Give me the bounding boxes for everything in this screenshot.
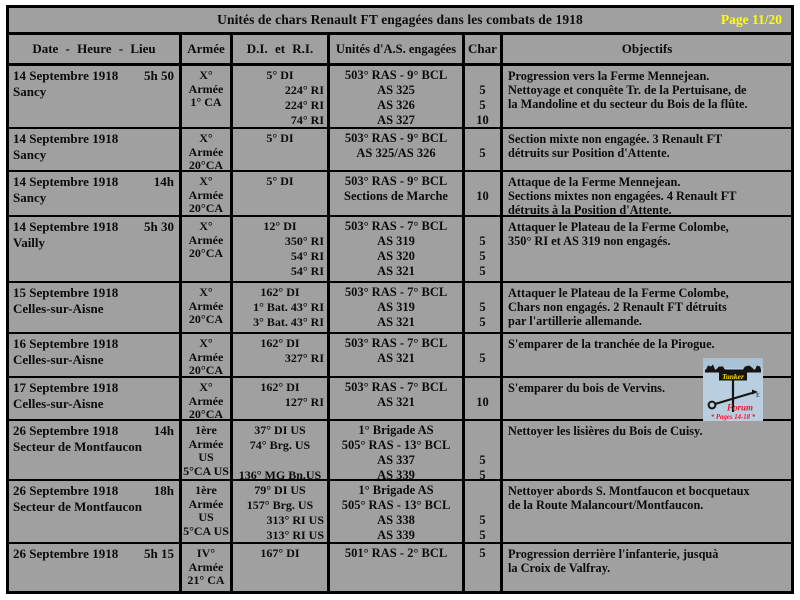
cell-objectifs-line: de la Route Malancourt/Montfaucon. (508, 498, 704, 512)
table-body (9, 66, 791, 591)
cell-di-ri (233, 421, 330, 479)
cell-unites-as-line: 503° RAS - 7° BCL (344, 380, 448, 394)
cell-armee-line: Armée (188, 496, 224, 511)
cell-di-ri-line: 5° DI (266, 174, 294, 188)
date: 15 Septembre 1918 (13, 285, 119, 300)
cell-char-line: 5 (479, 315, 486, 329)
time: 18h (153, 483, 174, 498)
cell-date-heure-lieu (9, 421, 182, 479)
cell-unites-as-line: AS 319 (377, 300, 415, 314)
cell-armee-line: X° (199, 380, 213, 394)
cell-unites-as-line: AS 321 (377, 264, 415, 278)
cell-date-heure-lieu (9, 544, 182, 591)
cell-objectifs-line: Section mixte non engagée. 3 Renault FT (508, 132, 723, 146)
cell-unites-as-line: AS 338 (377, 513, 415, 527)
cell-unites-as-line: AS 325/AS 326 (356, 146, 436, 160)
cell-unites-as-line: AS 320 (377, 249, 415, 263)
cell-unites-as-line: AS 319 (377, 234, 415, 248)
cell-di-ri-line: 313° RI US (266, 513, 324, 527)
cell-char-line (465, 68, 500, 83)
cell-armee-line: 1° CA (190, 95, 222, 109)
cell-char-line: 10 (476, 189, 489, 203)
cell-di-ri-line: 12° DI (263, 219, 297, 233)
cell-armee-line: Armée (188, 298, 224, 313)
cell-unites-as-line: 1° Brigade AS (358, 423, 434, 437)
cell-date-heure-lieu (9, 481, 182, 542)
cell-armee-line: Armée (188, 144, 224, 159)
cell-armee-line: 21° CA (187, 573, 225, 587)
cell-armee-line: X° (199, 131, 213, 145)
cell-objectifs-line: détruits à la Position d'Attente. (508, 203, 672, 215)
cell-armee (182, 129, 233, 170)
table-row (9, 378, 791, 421)
cell-armee (182, 481, 233, 542)
cell-char-line: 5 (479, 528, 486, 542)
cell-di-ri-line: 224° RI (284, 98, 324, 112)
cell-date-heure-lieu (9, 378, 182, 419)
cell-di-ri-line: 350° RI (284, 234, 324, 248)
cell-unites-as (330, 481, 465, 542)
cell-di-ri-line: 127° RI (284, 395, 324, 409)
cell-date-heure-lieu (9, 334, 182, 376)
cell-char-line: 5 (479, 468, 486, 479)
place: Sancy (13, 190, 47, 205)
cell-di-ri-line: 136° MG Bn.US (238, 468, 322, 479)
cell-armee (182, 421, 233, 479)
cell-armee-line: IV° (196, 546, 216, 560)
page-number: Page 11/20 (720, 12, 782, 27)
cell-di-ri (233, 217, 330, 281)
date: 26 Septembre 1918 (13, 483, 119, 498)
svg-text:E: E (756, 393, 761, 399)
cell-char-line (465, 380, 500, 395)
cell-char (465, 217, 503, 281)
cell-unites-as-line: 503° RAS - 7° BCL (344, 336, 448, 350)
cell-armee-line: Armée (188, 232, 224, 247)
cell-armee-line: X° (199, 219, 213, 233)
cell-objectifs-line: S'emparer de la tranchée de la Pirogue. (508, 337, 715, 351)
cell-objectifs-line: Attaque de la Ferme Mennejean. (508, 175, 681, 189)
cell-unites-as-line: 503° RAS - 9° BCL (344, 174, 448, 188)
column-header-3: Unités d'A.S. engagées (330, 35, 465, 63)
cell-armee-line: Armée (188, 81, 224, 96)
cell-armee-line: 1ère (195, 483, 217, 497)
date: 17 Septembre 1918 (13, 380, 119, 395)
cell-armee-line: X° (199, 336, 213, 350)
cell-di-ri-line: 162° DI (260, 285, 300, 299)
cell-char-line (465, 285, 500, 300)
cell-char (465, 334, 503, 376)
cell-armee-line: Armée (188, 559, 224, 574)
cell-char-line: 5 (479, 83, 486, 97)
cell-di-ri-line: 54° RI (290, 264, 324, 278)
cell-armee-line: Armée (188, 436, 224, 451)
cell-unites-as-line: AS 321 (377, 395, 415, 409)
cell-unites-as-line: AS 339 (377, 528, 415, 542)
cell-char-line: 5 (479, 98, 486, 112)
cell-armee (182, 334, 233, 376)
cell-objectifs-line: Attaquer le Plateau de la Ferme Colombe, (508, 286, 729, 300)
time: 5h 30 (144, 219, 174, 234)
cell-unites-as (330, 421, 465, 479)
cell-char-line: 5 (479, 264, 486, 278)
cell-date-heure-lieu (9, 283, 182, 332)
cell-unites-as-line: AS 337 (377, 453, 415, 467)
cell-armee-line: 20°CA (188, 158, 224, 170)
cell-di-ri-line: 162° DI (260, 336, 300, 350)
svg-text:Tanker: Tanker (722, 371, 744, 381)
cell-unites-as (330, 283, 465, 332)
column-header-4: Char (465, 35, 503, 63)
cell-di-ri-line: 224° RI (284, 83, 324, 97)
table-row (9, 481, 791, 544)
table-row (9, 283, 791, 334)
cell-di-ri-line: 3° Bat. 43° RI (253, 315, 324, 329)
cell-di-ri-line: 74° RI (290, 113, 324, 127)
page-title: Unités de chars Renault FT engagées dans les combats de 1918 (217, 12, 583, 27)
cell-armee-line: Armée (188, 393, 224, 408)
cell-char-line: 5 (479, 351, 486, 365)
column-header-5: Objectifs (621, 41, 673, 56)
cell-objectifs (503, 283, 791, 332)
cell-di-ri-line: 313° RI US (266, 528, 324, 542)
cell-objectifs (503, 217, 791, 281)
column-header-2: D.I. et R.I. (233, 35, 330, 63)
cell-di-ri (233, 481, 330, 542)
place: Sancy (13, 147, 47, 162)
cell-objectifs (503, 172, 791, 215)
cell-char-line (465, 219, 500, 234)
cell-char (465, 129, 503, 170)
cell-armee-line: X° (199, 285, 213, 299)
cell-char-line (465, 131, 500, 146)
cell-objectifs-line: Progression derrière l'infanterie, jusquà (508, 547, 719, 561)
cell-char (465, 544, 503, 591)
date: 14 Septembre 1918 (13, 131, 119, 146)
cell-di-ri (233, 172, 330, 215)
cell-unites-as (330, 66, 465, 127)
date: 14 Septembre 1918 (13, 174, 119, 189)
cell-objectifs-line: la Croix de Valfray. (508, 561, 611, 575)
cell-unites-as-line: 505° RAS - 13° BCL (341, 438, 451, 452)
cell-armee-line: Armée (188, 187, 224, 202)
cell-char-line: 5 (479, 146, 486, 160)
cell-char-line: 5 (479, 513, 486, 527)
cell-objectifs-line: Nettoyer les lisières du Bois de Cuisy. (508, 424, 703, 438)
time: 14h (153, 174, 174, 189)
cell-unites-as (330, 378, 465, 419)
cell-unites-as (330, 129, 465, 170)
column-header-1: Armée (182, 35, 233, 63)
cell-unites-as-line: AS 321 (377, 315, 415, 329)
cell-armee-line: US (198, 510, 214, 524)
cell-di-ri-line: 54° RI (290, 249, 324, 263)
cell-di-ri (233, 544, 330, 591)
cell-objectifs (503, 129, 791, 170)
cell-armee-line: 20°CA (188, 201, 224, 215)
time: 5h 15 (144, 546, 174, 561)
cell-char-line (465, 174, 500, 189)
place: Secteur de Montfaucon (13, 499, 143, 514)
date: 14 Septembre 1918 (13, 68, 119, 83)
cell-date-heure-lieu (9, 129, 182, 170)
cell-objectifs-line: S'emparer du bois de Vervins. (508, 381, 666, 395)
cell-date-heure-lieu (9, 66, 182, 127)
place: Vailly (13, 235, 46, 250)
cell-armee (182, 283, 233, 332)
weathervane-logo-icon (703, 358, 763, 421)
cell-unites-as-line: 503° RAS - 7° BCL (344, 285, 448, 299)
cell-unites-as-line: AS 326 (377, 98, 415, 112)
cell-char (465, 421, 503, 479)
cell-unites-as-line: 1° Brigade AS (358, 483, 434, 497)
cell-armee-line: 1ère (195, 423, 217, 437)
table-row (9, 544, 791, 591)
cell-char-line (465, 498, 500, 513)
svg-text:* Pages 14-18 *: * Pages 14-18 * (710, 414, 756, 421)
cell-char-line (465, 438, 500, 453)
cell-unites-as-line: AS 321 (377, 351, 415, 365)
place: Celles-sur-Aisne (13, 396, 104, 411)
cell-di-ri (233, 378, 330, 419)
cell-armee-line: X° (199, 68, 213, 82)
cell-armee (182, 544, 233, 591)
cell-objectifs-line: Chars non engagés. 2 Renault FT détruits (508, 300, 727, 314)
cell-objectifs (503, 66, 791, 127)
table-row (9, 129, 791, 172)
cell-char-line (465, 423, 500, 438)
time: 5h 50 (144, 68, 174, 83)
cell-unites-as-line: AS 325 (377, 83, 415, 97)
date: 26 Septembre 1918 (13, 423, 119, 438)
cell-objectifs-line: détruits sur Position d'Attente. (508, 146, 670, 160)
forum-pages-14-18-logo (703, 358, 763, 421)
cell-di-ri-line: 327° RI (284, 351, 324, 365)
cell-armee (182, 172, 233, 215)
cell-di-ri-line: 5° DI (266, 131, 294, 145)
cell-date-heure-lieu (9, 172, 182, 215)
cell-char (465, 172, 503, 215)
cell-char (465, 283, 503, 332)
table-frame (6, 5, 794, 594)
cell-objectifs-line: Sections mixtes non engagées. 4 Renault FT (508, 189, 737, 203)
cell-unites-as-line: Sections de Marche (344, 189, 448, 203)
cell-char-line: 10 (476, 113, 489, 127)
table-row (9, 334, 791, 378)
cell-di-ri (233, 66, 330, 127)
cell-di-ri-line: 162° DI (260, 380, 300, 394)
cell-armee-line: Armée (188, 349, 224, 364)
cell-unites-as (330, 172, 465, 215)
table-row (9, 421, 791, 481)
cell-armee-line: 20°CA (188, 363, 224, 376)
cell-unites-as-line: 505° RAS - 13° BCL (341, 498, 451, 512)
cell-di-ri (233, 283, 330, 332)
cell-di-ri-line: 157° Brg. US (246, 498, 314, 512)
table-row (9, 172, 791, 217)
cell-unites-as-line: 501° RAS - 2° BCL (344, 546, 448, 560)
cell-armee (182, 66, 233, 127)
cell-objectifs (503, 481, 791, 542)
cell-char-line: 5 (479, 249, 486, 263)
time: 14h (153, 423, 174, 438)
cell-di-ri-line: 74° Brg. US (249, 438, 311, 452)
cell-di-ri-line (233, 453, 327, 468)
title-bar (9, 8, 791, 35)
place: Celles-sur-Aisne (13, 301, 104, 316)
cell-di-ri (233, 129, 330, 170)
cell-char-line: 5 (479, 453, 486, 467)
cell-armee-line: 20°CA (188, 312, 224, 326)
place: Sancy (13, 84, 47, 99)
cell-objectifs-line: par l'artillerie allemande. (508, 314, 642, 328)
cell-unites-as-line: AS 339 (377, 468, 415, 479)
cell-unites-as-line: 503° RAS - 9° BCL (344, 131, 448, 145)
cell-char (465, 66, 503, 127)
table-header-row (9, 35, 791, 66)
cell-char-line: 10 (476, 395, 489, 409)
cell-unites-as-line: 503° RAS - 9° BCL (344, 68, 448, 82)
cell-char-line (465, 483, 500, 498)
cell-armee-line: 20°CA (188, 407, 224, 419)
cell-armee-line: X° (199, 174, 213, 188)
cell-char-line: 5 (479, 300, 486, 314)
cell-unites-as-line: AS 327 (377, 113, 415, 127)
cell-unites-as-line: 503° RAS - 7° BCL (344, 219, 448, 233)
cell-unites-as (330, 544, 465, 591)
cell-di-ri (233, 334, 330, 376)
cell-di-ri-line: 5° DI (266, 68, 294, 82)
cell-di-ri-line: 37° DI US (254, 423, 306, 437)
place: Celles-sur-Aisne (13, 352, 104, 367)
cell-objectifs (503, 544, 791, 591)
cell-unites-as (330, 217, 465, 281)
cell-char-line: 5 (479, 546, 486, 560)
cell-objectifs-line: Nettoyage et conquête Tr. de la Pertuisane, de (508, 83, 747, 97)
svg-text:Forum: Forum (726, 402, 754, 413)
cell-armee-line: 5°CA US (183, 463, 229, 478)
cell-char (465, 481, 503, 542)
cell-unites-as (330, 334, 465, 376)
cell-armee (182, 378, 233, 419)
cell-armee-line: US (198, 450, 214, 464)
cell-armee-line: 5°CA US (183, 523, 229, 538)
date: 26 Septembre 1918 (13, 546, 119, 561)
cell-di-ri-line: 167° DI (260, 546, 300, 560)
table-row (9, 66, 791, 129)
cell-objectifs-line: Attaquer le Plateau de la Ferme Colombe, (508, 220, 729, 234)
cell-objectifs-line: Nettoyer abords S. Montfaucon et bocquetaux (508, 484, 750, 498)
column-header-0: Date - Heure - Lieu (9, 35, 182, 63)
cell-armee (182, 217, 233, 281)
date: 16 Septembre 1918 (13, 336, 119, 351)
cell-objectifs-line: Progression vers la Ferme Mennejean. (508, 69, 710, 83)
cell-char-line (465, 336, 500, 351)
cell-char-line: 5 (479, 234, 486, 248)
date: 14 Septembre 1918 (13, 219, 119, 234)
table-row (9, 217, 791, 283)
cell-di-ri-line: 79° DI US (254, 483, 306, 497)
cell-objectifs (503, 421, 791, 479)
cell-date-heure-lieu (9, 217, 182, 281)
cell-objectifs-line: la Mandoline et du secteur du Bois de la flûte. (508, 97, 748, 111)
cell-di-ri-line: 1° Bat. 43° RI (253, 300, 324, 314)
cell-char (465, 378, 503, 419)
cell-armee-line: 20°CA (188, 246, 224, 260)
place: Secteur de Montfaucon (13, 439, 143, 454)
cell-objectifs-line: 350° RI et AS 319 non engagés. (508, 234, 671, 248)
